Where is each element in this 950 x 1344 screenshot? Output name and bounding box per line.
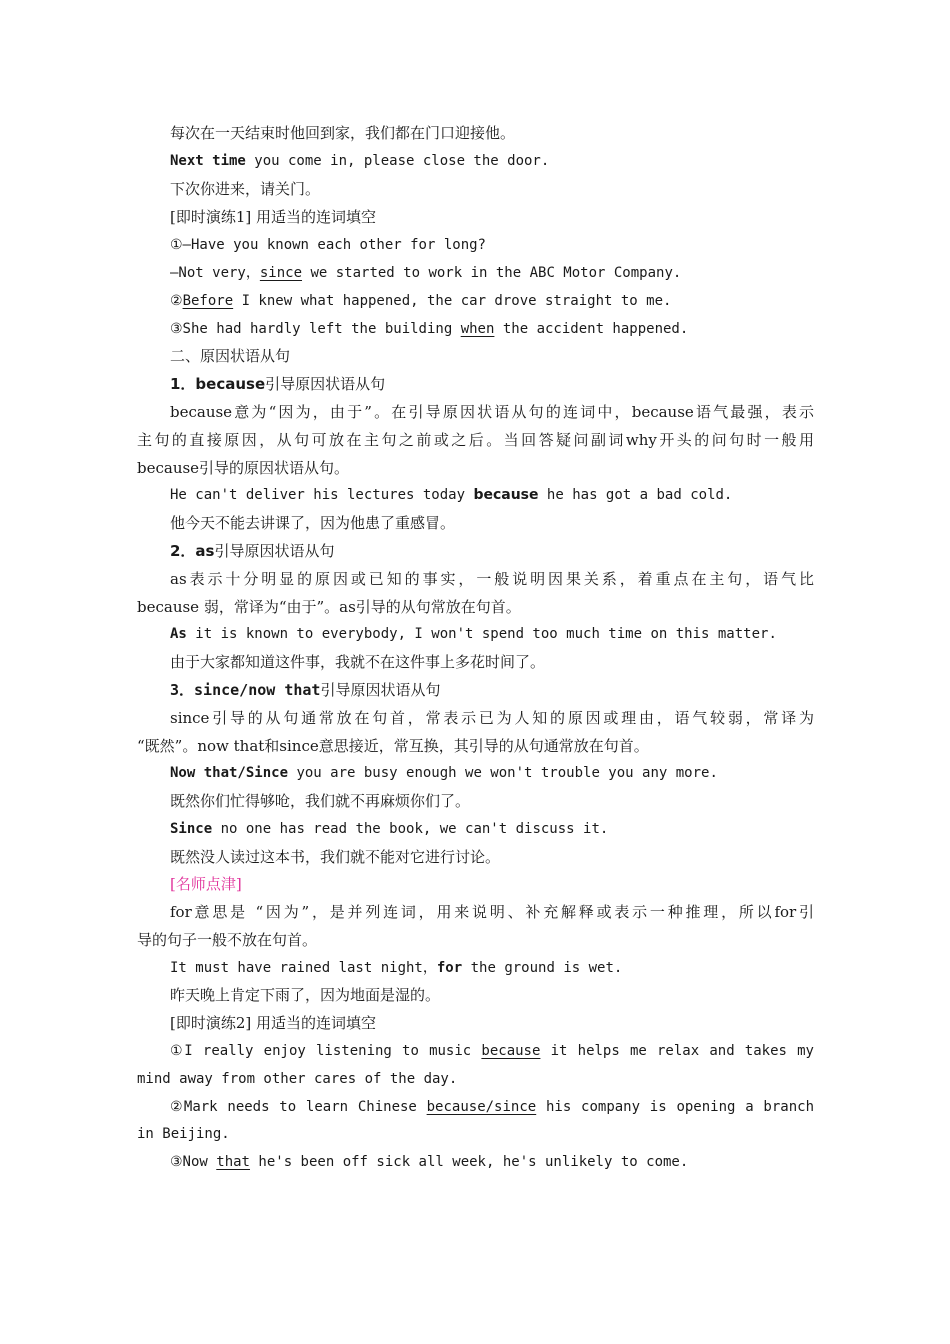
text: you come in, please close the door. <box>245 153 550 169</box>
text: ③Now <box>170 1154 217 1170</box>
text: because引导的原因状语从句。 <box>137 459 350 477</box>
text: he's been off sick all week, he's unlikely to come. <box>249 1154 689 1170</box>
answer-blank: that <box>216 1154 250 1170</box>
translation-line <box>170 513 455 533</box>
paragraph-line <box>170 402 814 422</box>
text: 既然没人读过这本书，我们就不能对它进行讨论。 <box>170 848 501 866</box>
text: ② <box>170 293 183 309</box>
text: since引导的从句通常放在句首，常表示已为人知的原因或理由，语气较弱，常译为 <box>170 709 814 727</box>
text: it is known to everybody, I won't spend too much time on this matter. <box>186 626 777 642</box>
keyword: Now that/Since <box>170 765 289 781</box>
text: [即时演练1] 用适当的连词填空 <box>170 208 377 226</box>
text: [名师点津] <box>170 875 242 893</box>
text: because意为“因为，由于”。在引导原因状语从句的连词中，because语气最强，表示 <box>170 403 814 421</box>
text: It must have rained last night， <box>170 960 437 976</box>
exercise-line <box>170 263 681 283</box>
answer-blank: because/since <box>426 1099 537 1115</box>
text: I knew what happened, the car drove straight to me. <box>233 293 672 309</box>
text: [即时演练2] 用适当的连词填空 <box>170 1014 377 1032</box>
subsection-heading <box>170 541 335 561</box>
text: the ground is wet. <box>462 960 623 976</box>
subsection-heading <box>170 680 440 700</box>
keyword: Next time <box>170 153 246 169</box>
text: it helps me relax and takes my <box>540 1043 814 1059</box>
exercise-line <box>137 1124 230 1144</box>
translation-line <box>170 985 440 1005</box>
answer-blank: since <box>259 265 303 281</box>
exercise-line <box>170 1152 688 1172</box>
text: 他今天不能去讲课了，因为他患了重感冒。 <box>170 514 456 532</box>
text: for意思是 “因为”，是并列连词，用来说明、补充解释或表示一种推理，所以for引 <box>170 903 814 921</box>
text: mind away from other cares of the day. <box>137 1071 458 1087</box>
translation-line <box>170 652 545 672</box>
text: we started to work in the ABC Motor Company. <box>302 265 682 281</box>
text: He can't deliver his lectures today <box>170 487 474 503</box>
exercise-line <box>170 291 671 311</box>
translation-line <box>170 179 320 199</box>
section-heading <box>170 346 290 366</box>
translation-line <box>170 847 500 867</box>
text: 引导原因状语从句 <box>320 681 441 699</box>
text: 下次你进来，请关门。 <box>170 180 321 198</box>
text: 由于大家都知道这件事，我就不在这件事上多花时间了。 <box>170 653 546 671</box>
text: he has got a bad cold. <box>538 487 733 503</box>
text: “既然”。now that和since意思接近，常互换，其引导的从句通常放在句首。 <box>137 737 649 755</box>
keyword: because <box>473 487 539 503</box>
text: because 弱，常译为“由于”。as引导的从句常放在句首。 <box>137 598 521 616</box>
text: 导的句子一般不放在句首。 <box>137 931 318 949</box>
text: 昨天晚上肯定下雨了，因为地面是湿的。 <box>170 986 441 1004</box>
example-sentence <box>170 151 549 171</box>
paragraph-line <box>137 430 814 450</box>
exercise-line <box>170 1041 814 1061</box>
keyword: 3．since/now that <box>170 681 321 699</box>
text: in Beijing. <box>137 1126 230 1142</box>
exercise-heading <box>170 1013 376 1033</box>
example-sentence <box>170 958 622 978</box>
text: you are busy enough we won't trouble you any more. <box>288 765 718 781</box>
answer-blank: because <box>481 1043 541 1059</box>
paragraph-line <box>137 930 317 950</box>
translation-line <box>170 791 470 811</box>
paragraph-line <box>137 458 349 478</box>
exercise-line <box>170 235 486 255</box>
text: no one has read the book, we can't discuss it. <box>212 821 609 837</box>
text: his company is opening a branch <box>536 1099 814 1115</box>
text: the accident happened. <box>494 321 689 337</box>
text: 主句的直接原因，从句可放在主句之前或之后。当回答疑问副词why开头的问句时一般用 <box>137 431 814 449</box>
text: ②Mark needs to learn Chinese <box>170 1099 427 1115</box>
paragraph-line <box>137 597 521 617</box>
text: as表示十分明显的原因或已知的事实，一般说明因果关系，着重点在主句，语气比 <box>170 570 814 588</box>
text: ③She had hardly left the building <box>170 321 461 337</box>
exercise-line <box>170 1097 814 1117</box>
subsection-heading <box>170 374 385 394</box>
paragraph-line <box>170 708 814 728</box>
exercise-line <box>137 1069 457 1089</box>
text: 引导原因状语从句 <box>265 375 386 393</box>
paragraph-line <box>170 123 515 143</box>
answer-blank: Before <box>182 293 234 309</box>
keyword: for <box>436 960 463 976</box>
answer-blank: when <box>460 321 495 337</box>
exercise-line <box>170 319 688 339</box>
text: 既然你们忙得够呛，我们就不再麻烦你们了。 <box>170 792 471 810</box>
paragraph-line <box>137 736 649 756</box>
text: 二、原因状语从句 <box>170 347 291 365</box>
paragraph-line <box>170 902 814 922</box>
example-sentence <box>170 485 732 505</box>
keyword: As <box>170 626 187 642</box>
example-sentence <box>170 624 777 644</box>
text: —Not very， <box>170 265 260 281</box>
exercise-heading <box>170 207 376 227</box>
keyword: 1．because <box>170 375 266 393</box>
text: 每次在一天结束时他回到家，我们都在门口迎接他。 <box>170 124 516 142</box>
text: ①—Have you known each other for long? <box>170 237 486 253</box>
example-sentence <box>170 763 718 783</box>
text: ①I really enjoy listening to music <box>170 1043 482 1059</box>
teacher-tip-label <box>170 874 242 894</box>
paragraph-line <box>170 569 814 589</box>
example-sentence <box>170 819 608 839</box>
text: 引导原因状语从句 <box>214 542 335 560</box>
keyword: 2．as <box>170 542 215 560</box>
keyword: Since <box>170 821 213 837</box>
